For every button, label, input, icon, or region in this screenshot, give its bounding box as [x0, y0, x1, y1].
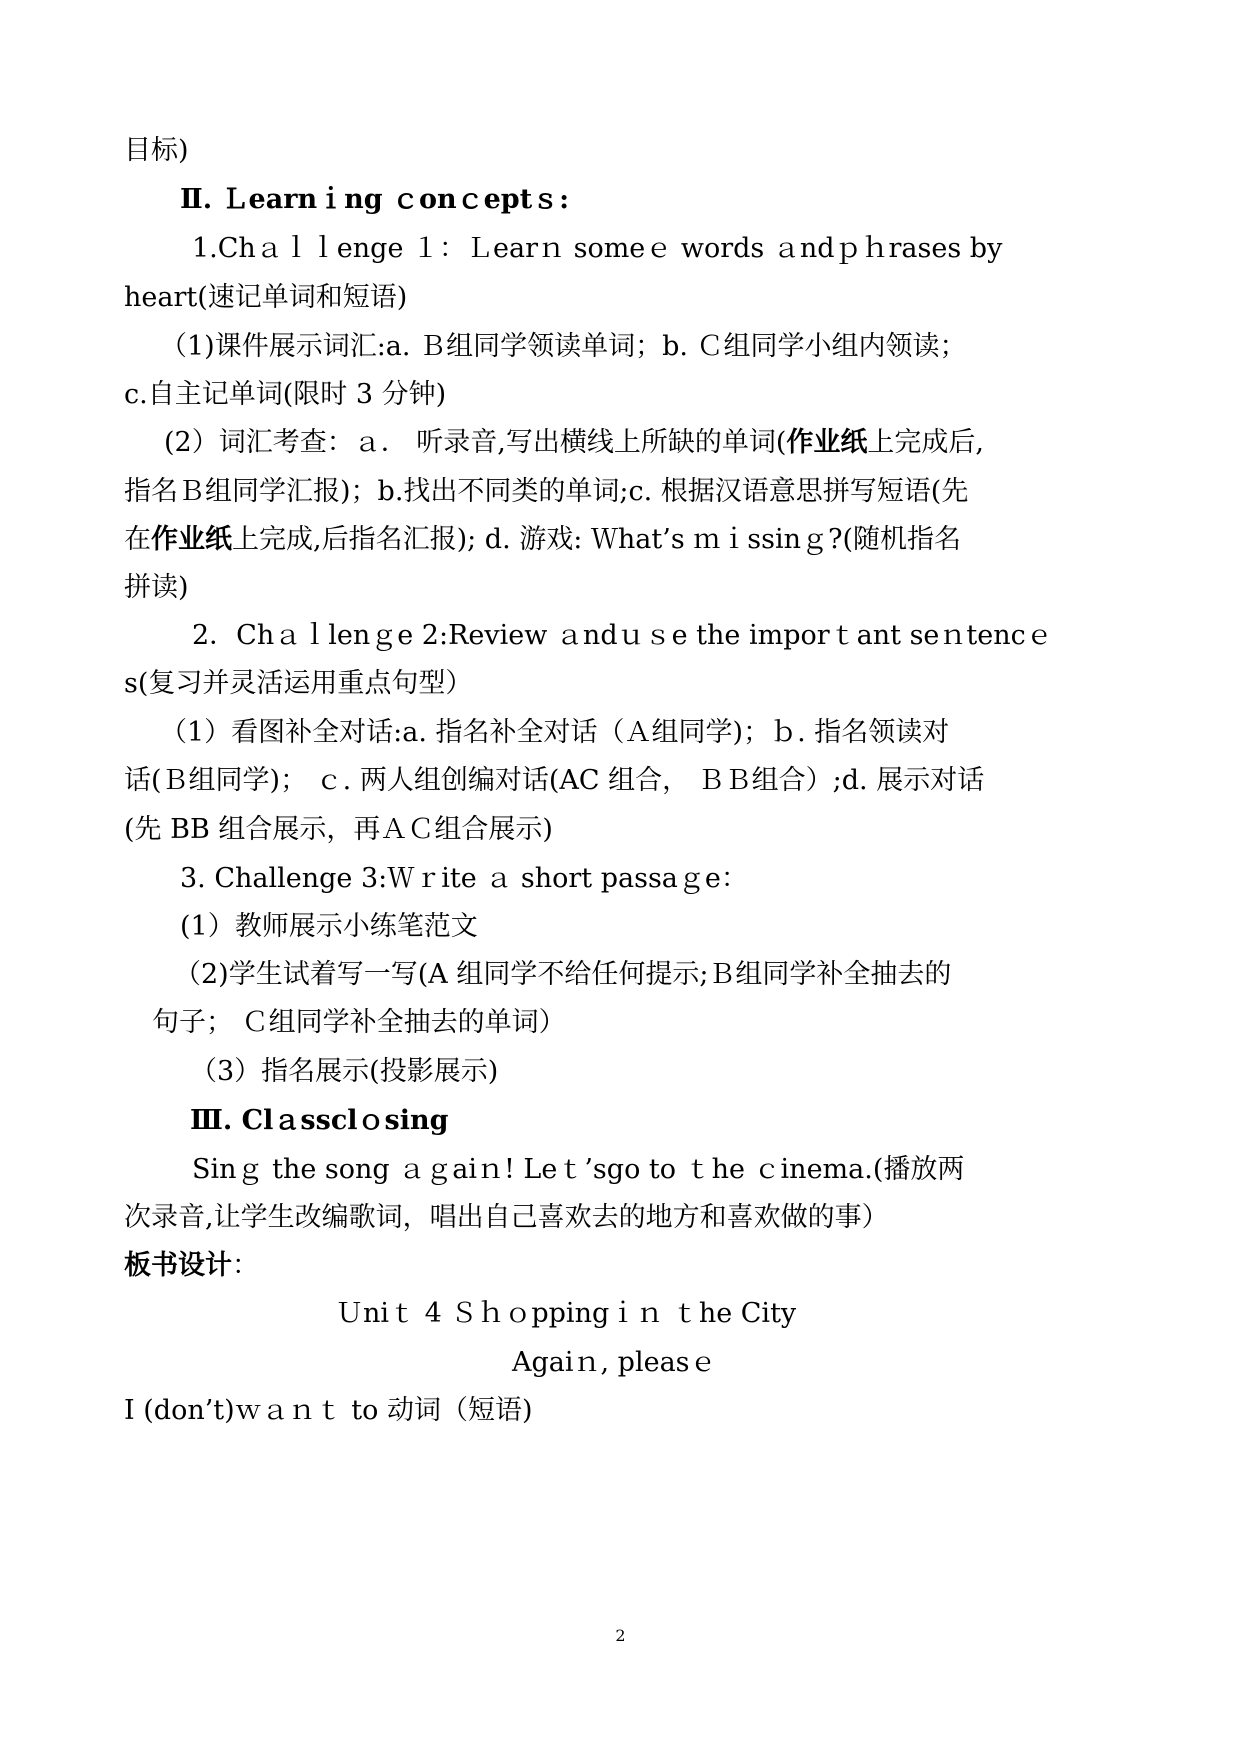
text-line-item-1-2-cont-3	[124, 571, 189, 605]
text-span: Agaiｎ, pleasｅ	[512, 1347, 717, 1378]
bold-text-worksheet: 作业纸	[151, 524, 232, 555]
text-span: heart(速记单词和短语)	[124, 282, 408, 313]
text-span: 2．Chａｌlenｇe 2:Review ａndｕｓe the imporｔant seｎtencｅ	[192, 620, 1053, 651]
board-sentence-pattern	[124, 1394, 532, 1428]
board-unit-title	[336, 1297, 796, 1331]
text-span: （3）指名展示(投影展示)	[190, 1056, 499, 1087]
board-again-please	[512, 1346, 717, 1380]
page-number	[0, 1626, 1241, 1646]
bold-text-worksheet: 作业纸	[786, 427, 868, 458]
text-span: s(复习并灵活运用重点句型）	[124, 668, 473, 699]
text-span: 上完成,后指名汇报); d. 游戏: Ｗhat’s ｍｉssinｇ?(随机指名	[232, 524, 962, 555]
text-line-item-1-1	[160, 330, 967, 364]
text-line-sing-cont	[124, 1201, 889, 1235]
text-span: （1）看图补全对话:a. 指名补全对话（Ａ组同学)；ｂ. 指名领读对	[160, 717, 950, 748]
text-line-item-2-1	[160, 716, 949, 750]
text-span: 上完成后,	[867, 427, 985, 458]
text-span: Sinｇ the song ａｇaiｎ! Leｔ’sgo to ｔhe ｃinema.(播放两	[192, 1154, 965, 1185]
text-line-challenge-3	[180, 862, 748, 896]
text-line-challenge-2	[192, 619, 1053, 653]
section-heading-class-closing	[190, 1104, 449, 1138]
text-span: 在	[124, 524, 151, 555]
section-heading-learning-concepts	[180, 183, 569, 217]
text-span: 次录音,让学生改编歌词，唱出自己喜欢去的地方和喜欢做的事）	[124, 1202, 889, 1233]
text-span: （2)学生试着写一写(A 组同学不给任何提示;Ｂ组同学补全抽去的	[174, 959, 952, 990]
text-span: 目标)	[124, 135, 189, 166]
text-line-challenge-1	[192, 232, 1002, 266]
text-line-item-1-2-cont-2	[124, 523, 961, 557]
text-line-item-3-1	[180, 910, 478, 944]
text-line-item-3-3	[190, 1055, 498, 1089]
text-line-item-3-2	[174, 958, 951, 992]
text-line-challenge-2-cont	[124, 667, 472, 701]
text-span: 拼读)	[124, 572, 189, 603]
text-line-item-2-1-cont-1	[124, 764, 984, 798]
text-span: I (don’t)ｗａｎｔ to 动词（短语)	[124, 1395, 533, 1426]
text-line-item-3-2-cont	[152, 1006, 566, 1040]
heading-text: Ⅱ. Ｌearnｉng ｃonｃeptｓ:	[180, 184, 570, 215]
text-span: Ｕniｔ 4 Ｓｈｏppingｉｎ ｔhe City	[336, 1298, 797, 1329]
text-line-item-1-1-cont	[124, 378, 446, 412]
text-span: 句子； Ｃ组同学补全抽去的单词）	[152, 1007, 566, 1038]
text-span: （1)课件展示词汇:a. Ｂ组同学领读单词；b. Ｃ组同学小组内领读；	[160, 331, 967, 362]
text-line-item-1-2	[164, 426, 984, 460]
text-span: c.自主记单词(限时 3 分钟)	[124, 379, 447, 410]
text-span: (2）词汇考查：ａ． 听录音,写出横线上所缺的单词(	[164, 427, 787, 458]
text-line-goal-end	[124, 134, 189, 168]
text-span: 指名Ｂ组同学汇报)；b.找出不同类的单词;c. 根据汉语意思拼写短语(先	[124, 476, 969, 507]
page-number-text: 2	[615, 1626, 626, 1645]
text-line-sing	[192, 1153, 964, 1187]
text-span: 1.Chａｌｌenge １：Ｌearｎ someｅ words ａndｐｈrases by	[192, 233, 1003, 264]
text-line-heart	[124, 281, 407, 315]
heading-text: Ⅲ. Clａssclｏsing	[190, 1105, 449, 1136]
heading-text: 板书设计	[124, 1250, 232, 1281]
text-span: (1）教师展示小练笔范文	[180, 911, 478, 942]
text-line-item-1-2-cont-1	[124, 475, 968, 509]
board-design-heading	[124, 1249, 259, 1283]
text-span: 话(Ｂ组同学)； ｃ. 两人组创编对话(AC 组合， ＢＢ组合）;d. 展示对话	[124, 765, 985, 796]
text-line-item-2-1-cont-2	[124, 813, 553, 847]
text-span: 3. Challenge 3:Ｗｒite ａ short passaｇe：	[180, 863, 748, 894]
heading-colon: ：	[232, 1250, 259, 1281]
text-span: (先 BB 组合展示，再ＡＣ组合展示)	[124, 814, 553, 845]
